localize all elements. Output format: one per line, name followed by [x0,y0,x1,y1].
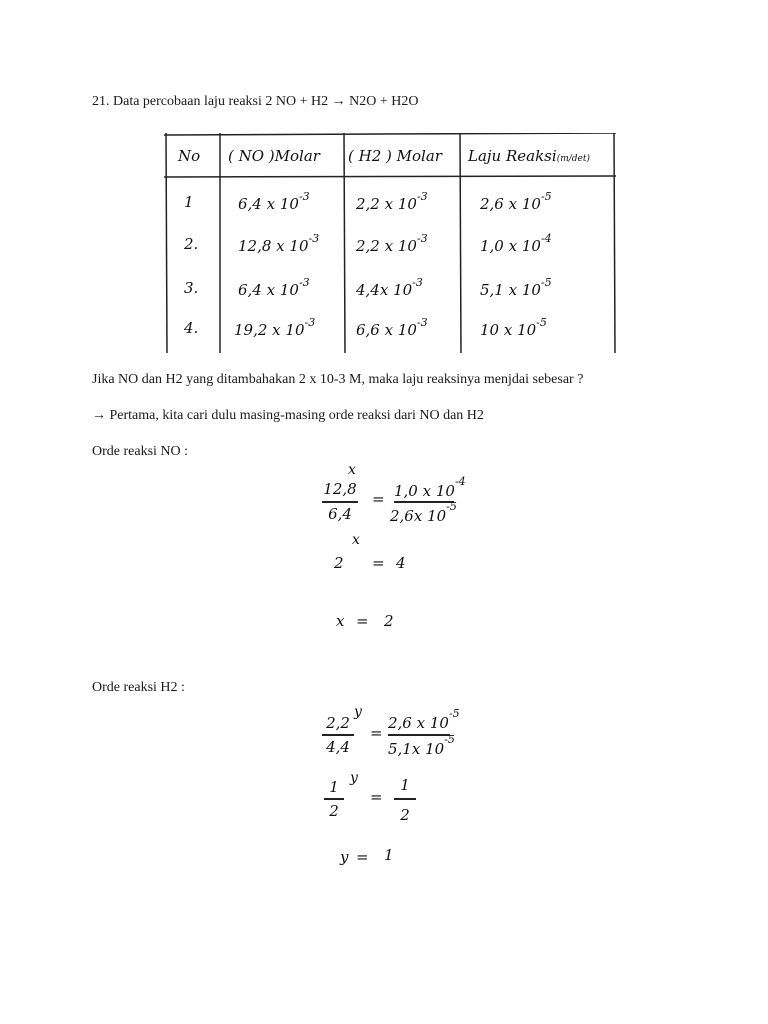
row-3-no: 3. [184,279,199,297]
row-2-no-molar: 12,8 x $10^{-3}$ [238,232,320,255]
row-4-h2-molar: 6,6 x $10^{-3}$ [356,316,428,339]
orde-h2-frac2-den: 5,1x $10^{-5}$ [388,733,455,758]
orde-h2-exp-y: y [354,704,362,720]
orde-h2-line2-rhs-bar [394,798,416,800]
header-no: No [178,147,201,165]
orde-h2-frac1-num: 2,2 [326,714,350,732]
row-2-laju: 1,0 x $10^{-4}$ [480,232,552,255]
header-laju-reaksi: Laju Reaksi(m/det) [468,147,590,165]
row-2-no: 2. [184,235,199,253]
question-text: Jika NO dan H2 yang ditambahakan 2 x 10-3 M, maka laju reaksinya menjdai sebesar ? [92,372,584,387]
step-text: → Pertama, kita cari dulu masing-masing orde reaksi dari NO dan H2 [92,408,484,423]
orde-h2-frac1-den: 4,4 [326,738,350,756]
orde-no-line2-exp: x [352,532,360,548]
orde-h2-line3-lhs: y [340,848,349,866]
row-4-no-molar: 19,2 x $10^{-3}$ [234,316,316,339]
reaction-rate-table [164,133,616,353]
header-no-molar: ( NO )Molar [228,147,320,165]
orde-no-frac1-bar [322,501,358,503]
orde-h2-line2-den: 2 [329,802,339,820]
orde-h2-equals-3: = [356,848,369,866]
orde-no-exp-x: x [348,462,356,478]
orde-no-frac2-den: 2,6x $10^{-5}$ [390,500,457,525]
header-unit: (m/det) [556,154,590,164]
orde-no-equals-3: = [356,612,369,630]
orde-h2-line3-rhs: 1 [384,846,394,864]
orde-h2-line2-num: 1 [329,778,339,796]
row-1-laju: 2,6 x $10^{-5}$ [480,190,552,213]
orde-h2-line2-bar [324,798,344,800]
orde-no-equals-1: = [372,490,385,508]
orde-no-frac1-den: 6,4 [328,505,352,523]
orde-h2-line2-rhs-num: 1 [400,776,410,794]
orde-h2-frac2-bar [388,734,450,736]
orde-h2-equals-2: = [370,788,383,806]
orde-no-frac2-num: 1,0 x $10^{-4}$ [394,475,466,500]
orde-no-line2-rhs: 4 [396,554,406,572]
row-4-no: 4. [184,319,199,337]
orde-h2-line2-exp: y [350,770,358,786]
row-1-no-molar: 6,4 x $10^{-3}$ [238,190,310,213]
orde-h2-equals-1: = [370,724,383,742]
row-4-laju: 10 x $10^{-5}$ [480,316,547,339]
orde-no-equals-2: = [372,554,385,572]
orde-h2-frac2-num: 2,6 x $10^{-5}$ [388,707,460,732]
orde-no-frac1-num: 12,8 [323,480,357,498]
header-h2-molar: ( H2 ) Molar [348,147,442,165]
orde-no-line3-lhs: x [336,612,345,630]
orde-no-line2-base: 2 [334,554,344,572]
row-3-no-molar: 6,4 x $10^{-3}$ [238,276,310,299]
row-3-h2-molar: 4,4x $10^{-3}$ [356,276,423,299]
row-3-laju: 5,1 x $10^{-5}$ [480,276,552,299]
row-1-no: 1 [184,193,194,211]
row-2-h2-molar: 2,2 x $10^{-3}$ [356,232,428,255]
question-heading: 21. Data percobaan laju reaksi 2 NO + H2 → N2O + H2O [92,94,419,109]
orde-no-frac2-bar [394,501,454,503]
orde-h2-frac1-bar [322,734,354,736]
orde-no-line3-rhs: 2 [384,612,394,630]
orde-h2-line2-rhs-den: 2 [400,806,410,824]
row-1-h2-molar: 2,2 x $10^{-3}$ [356,190,428,213]
orde-h2-label: Orde reaksi H2 : [92,680,185,695]
orde-no-label: Orde reaksi NO : [92,444,189,459]
